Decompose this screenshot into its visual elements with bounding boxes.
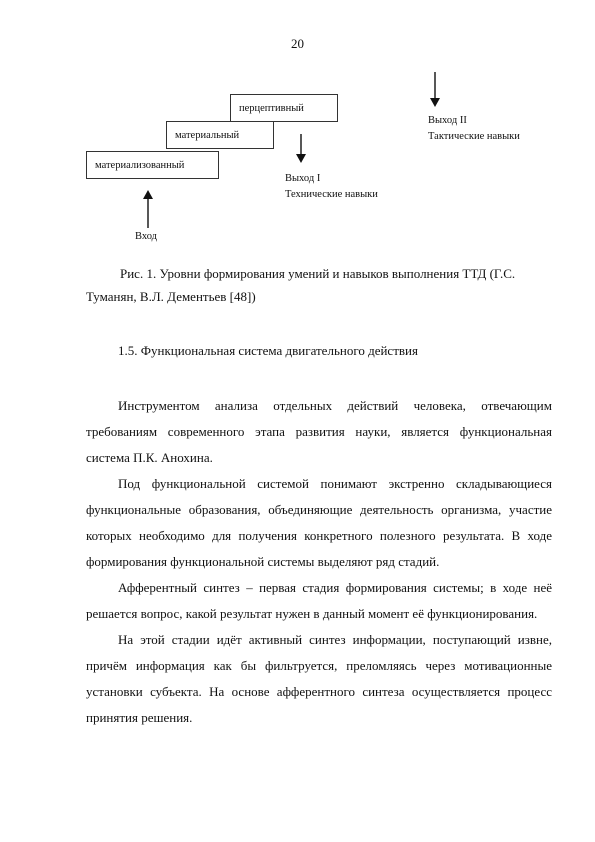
section-heading: 1.5. Функциональная система двигательного действия bbox=[118, 343, 418, 358]
paragraph: На этой стадии идёт активный синтез информации, поступающий извне, причём информация как бы фильтруется, преломляясь через мотивационные установки субъекта. На основе афферентного синтеза осуществляется процесс принятия решения. bbox=[86, 632, 552, 725]
figure-caption-text: Рис. 1. Уровни формирования умений и навыков выполнения ТТД (Г.С. Туманян, В.Л. Дементьев [48]) bbox=[86, 266, 516, 304]
output-1-label bbox=[285, 171, 378, 203]
paragraph: Инструментом анализа отдельных действий человека, отвечающим требованиям современного этапа развития науки, является функциональная система П.К. Анохина. bbox=[86, 398, 552, 465]
output-2-subtitle: Тактические навыки bbox=[428, 131, 520, 142]
paragraph: Афферентный синтез – первая стадия формирования системы; в ходе неё решается вопрос, какой результат нужен в данный момент её функционирования. bbox=[86, 580, 552, 621]
level-box-material: материальный bbox=[166, 121, 274, 149]
output-1-title: Выход I bbox=[285, 173, 321, 184]
output-2-arrow-icon bbox=[428, 72, 442, 108]
level-box-perceptive: перцептивный bbox=[230, 94, 338, 122]
input-label: Вход bbox=[135, 231, 158, 242]
output-1-subtitle: Технические навыки bbox=[285, 189, 378, 200]
output-1-arrow-icon bbox=[294, 134, 308, 164]
paragraph: Под функциональной системой понимают экстренно складывающиеся функциональные образования, объединяющие деятельность организма, участие которых необходимо для получения конкретного полезного результата. В ходе формирования функциональной системы выделяют ряд стадий. bbox=[86, 476, 552, 569]
output-2-label bbox=[428, 113, 520, 145]
level-box-materialized: материализованный bbox=[86, 151, 219, 179]
figure-caption bbox=[86, 262, 552, 308]
page-number: 20 bbox=[291, 36, 304, 51]
input-arrow-icon bbox=[141, 190, 155, 228]
body-text bbox=[86, 393, 552, 731]
output-2-title: Выход II bbox=[428, 115, 467, 126]
